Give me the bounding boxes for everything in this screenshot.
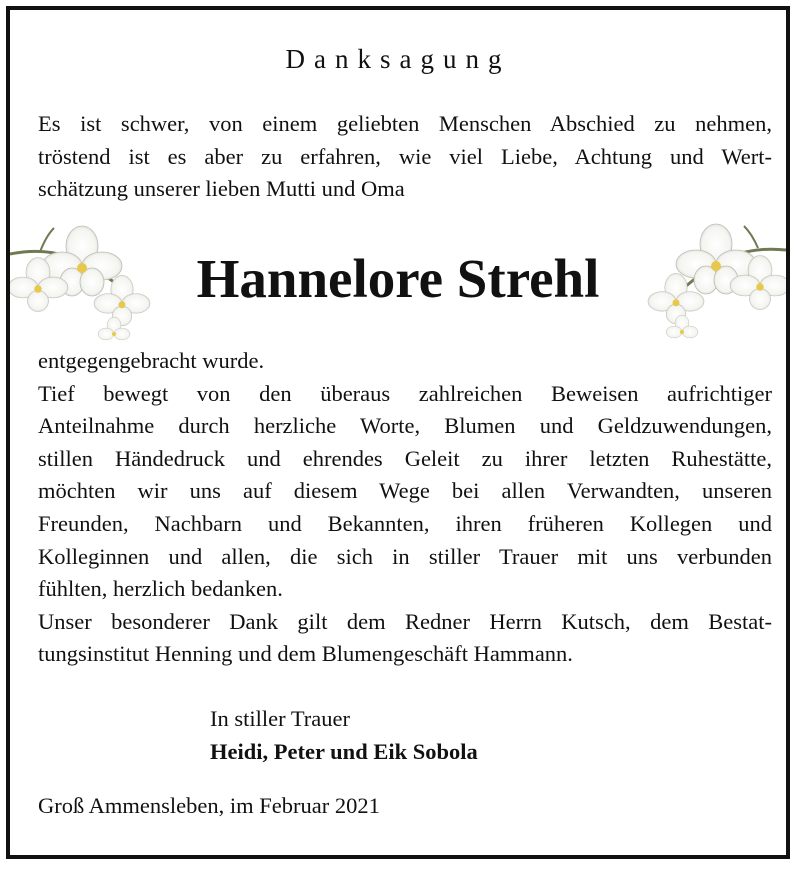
main-line: möchten wir uns auf diesem Wege bei allen Verwandten, unseren — [38, 478, 772, 504]
main-line: Tief bewegt von den überaus zahlreichen Beweisen aufrichtiger — [38, 380, 772, 406]
intro-line: Es ist schwer, von einem geliebten Menschen Abschied zu nehmen, — [38, 111, 772, 136]
main-line: tungsinstitut Henning und dem Blumengeschäft Hammann. — [38, 641, 573, 667]
intro-line: tröstend ist es aber zu erfahren, wie viel Liebe, Achtung und Wert- — [38, 143, 772, 169]
main-line: fühlten, herzlich bedanken. — [38, 576, 283, 602]
signature-names: Heidi, Peter und Eik Sobola — [210, 739, 478, 764]
deceased-name: Hannelore Strehl — [196, 248, 600, 309]
place-date: Groß Ammensleben, im Februar 2021 — [38, 793, 380, 818]
intro-line: schätzung unserer lieben Mutti und Oma — [38, 176, 405, 202]
orchid-right-icon — [636, 216, 786, 346]
signature-block — [210, 702, 478, 768]
main-line: Kolleginnen und allen, die sich in stiller Trauer mit uns verbunden — [38, 543, 772, 569]
main-paragraph — [38, 345, 772, 671]
main-line: entgegengebracht wurde. — [38, 348, 265, 373]
obituary-frame — [6, 6, 790, 859]
signature-intro: In stiller Trauer — [210, 706, 350, 731]
main-line: Unser besonderer Dank gilt dem Redner Herrn Kutsch, dem Bestat- — [38, 608, 772, 634]
main-line: Freunden, Nachbarn und Bekannten, ihren früheren Kollegen und — [38, 510, 772, 536]
heading-danksagung: Danksagung — [285, 44, 511, 74]
main-line: Anteilnahme durch herzliche Worte, Blumen und Geldzuwendungen, — [38, 413, 772, 439]
intro-paragraph — [38, 108, 772, 206]
main-line: stillen Händedruck und ehrendes Geleit zu ihrer letzten Ruhestätte, — [38, 445, 772, 471]
